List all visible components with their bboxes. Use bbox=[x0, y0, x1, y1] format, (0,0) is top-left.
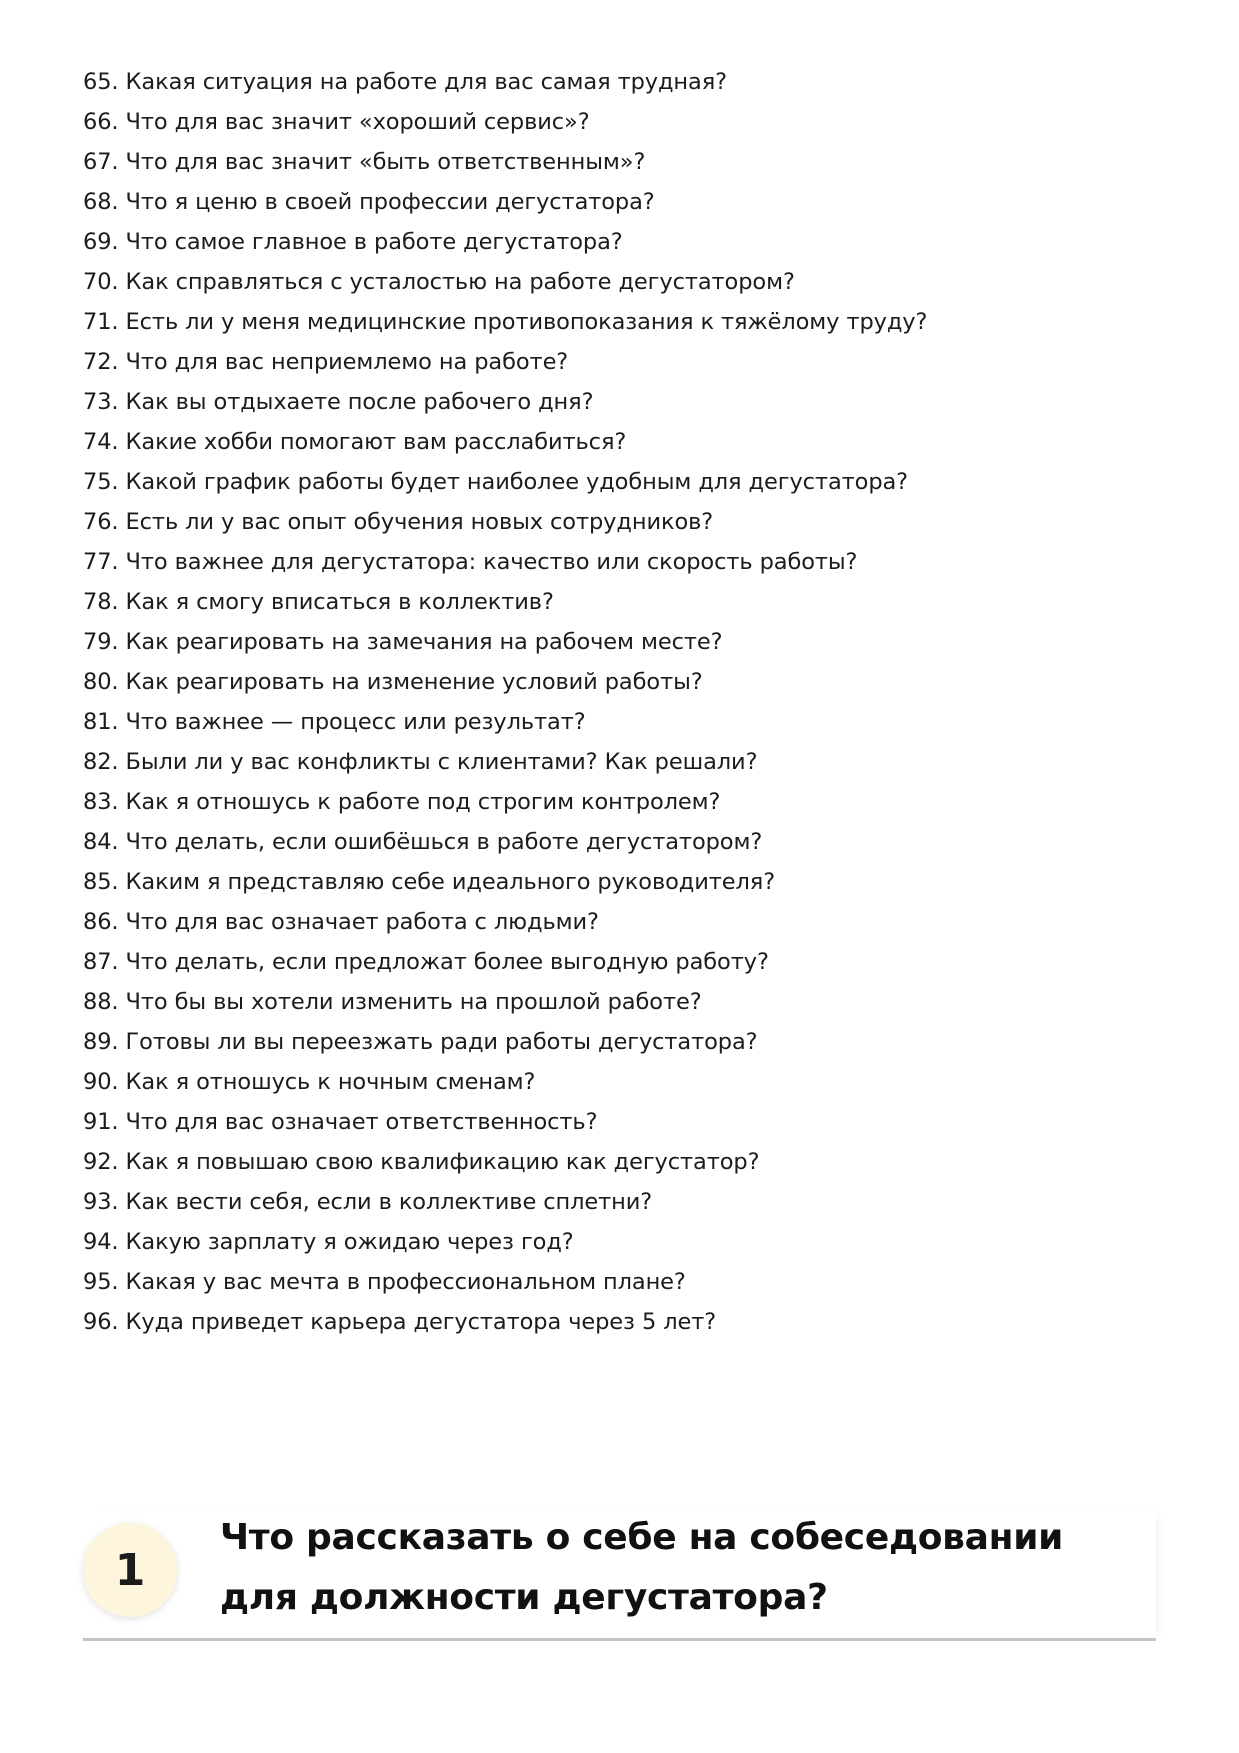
question-text: Что важнее для дегустатора: качество или скорость работы? bbox=[125, 549, 858, 575]
list-item bbox=[83, 862, 927, 902]
question-text: Что для вас означает работа с людьми? bbox=[125, 909, 599, 935]
list-item bbox=[83, 1262, 927, 1302]
question-text: Есть ли у вас опыт обучения новых сотрудников? bbox=[125, 509, 714, 535]
question-number: 87. bbox=[83, 949, 119, 975]
question-number: 72. bbox=[83, 349, 119, 375]
question-number: 82. bbox=[83, 749, 119, 775]
question-number: 78. bbox=[83, 589, 119, 615]
question-number: 65. bbox=[83, 69, 119, 95]
list-item bbox=[83, 102, 927, 142]
list-item bbox=[83, 62, 927, 102]
question-text: Как я отношусь к работе под строгим контролем? bbox=[125, 789, 721, 815]
question-text: Что для вас значит «быть ответственным»? bbox=[125, 149, 646, 175]
question-number: 70. bbox=[83, 269, 119, 295]
list-item bbox=[83, 1182, 927, 1222]
list-item bbox=[83, 222, 927, 262]
list-item bbox=[83, 422, 927, 462]
question-number: 93. bbox=[83, 1189, 119, 1215]
list-item bbox=[83, 702, 927, 742]
question-number: 81. bbox=[83, 709, 119, 735]
question-text: Как реагировать на изменение условий работы? bbox=[125, 669, 703, 695]
question-text: Что делать, если предложат более выгодную работу? bbox=[125, 949, 769, 975]
question-text: Что для вас значит «хороший сервис»? bbox=[125, 109, 590, 135]
question-number: 96. bbox=[83, 1309, 119, 1335]
question-number: 68. bbox=[83, 189, 119, 215]
section-header bbox=[83, 1508, 1156, 1641]
question-number: 86. bbox=[83, 909, 119, 935]
list-item bbox=[83, 1022, 927, 1062]
question-number: 74. bbox=[83, 429, 119, 455]
question-number: 71. bbox=[83, 309, 119, 335]
question-number: 73. bbox=[83, 389, 119, 415]
question-number: 83. bbox=[83, 789, 119, 815]
list-item bbox=[83, 942, 927, 982]
question-number: 91. bbox=[83, 1109, 119, 1135]
question-text: Что самое главное в работе дегустатора? bbox=[125, 229, 623, 255]
question-number: 84. bbox=[83, 829, 119, 855]
list-item bbox=[83, 742, 927, 782]
question-text: Что бы вы хотели изменить на прошлой работе? bbox=[125, 989, 702, 1015]
list-item bbox=[83, 1062, 927, 1102]
list-item bbox=[83, 382, 927, 422]
question-number: 75. bbox=[83, 469, 119, 495]
list-item bbox=[83, 542, 927, 582]
question-text: Какую зарплату я ожидаю через год? bbox=[125, 1229, 574, 1255]
question-text: Что для вас означает ответственность? bbox=[125, 1109, 598, 1135]
question-number: 69. bbox=[83, 229, 119, 255]
question-number: 89. bbox=[83, 1029, 119, 1055]
question-number: 76. bbox=[83, 509, 119, 535]
list-item bbox=[83, 502, 927, 542]
list-item bbox=[83, 142, 927, 182]
question-text: Как вести себя, если в коллективе сплетни? bbox=[125, 1189, 653, 1215]
question-number: 80. bbox=[83, 669, 119, 695]
list-item bbox=[83, 182, 927, 222]
question-number: 90. bbox=[83, 1069, 119, 1095]
question-text: Каким я представляю себе идеального руководителя? bbox=[125, 869, 776, 895]
list-item bbox=[83, 982, 927, 1022]
question-number: 92. bbox=[83, 1149, 119, 1175]
list-item bbox=[83, 662, 927, 702]
question-text: Куда приведет карьера дегустатора через 5 лет? bbox=[125, 1309, 717, 1335]
list-item bbox=[83, 302, 927, 342]
question-text: Как я смогу вписаться в коллектив? bbox=[125, 589, 554, 615]
list-item bbox=[83, 1102, 927, 1142]
list-item bbox=[83, 1302, 927, 1342]
question-text: Какие хобби помогают вам расслабиться? bbox=[125, 429, 627, 455]
question-text: Как справляться с усталостью на работе дегустатором? bbox=[125, 269, 795, 295]
question-text: Что делать, если ошибёшься в работе дегустатором? bbox=[125, 829, 763, 855]
question-number: 85. bbox=[83, 869, 119, 895]
question-number: 88. bbox=[83, 989, 119, 1015]
question-text: Были ли у вас конфликты с клиентами? Как решали? bbox=[125, 749, 758, 775]
question-text: Как я отношусь к ночным сменам? bbox=[125, 1069, 536, 1095]
list-item bbox=[83, 902, 927, 942]
list-item bbox=[83, 1222, 927, 1262]
list-item bbox=[83, 622, 927, 662]
section-number-badge: 1 bbox=[83, 1523, 177, 1617]
list-item bbox=[83, 342, 927, 382]
question-number: 79. bbox=[83, 629, 119, 655]
list-item bbox=[83, 462, 927, 502]
question-text: Что я ценю в своей профессии дегустатора? bbox=[125, 189, 655, 215]
question-text: Какая ситуация на работе для вас самая трудная? bbox=[125, 69, 728, 95]
question-text: Готовы ли вы переезжать ради работы дегустатора? bbox=[125, 1029, 758, 1055]
question-text: Как реагировать на замечания на рабочем месте? bbox=[125, 629, 723, 655]
question-text: Есть ли у меня медицинские противопоказания к тяжёлому труду? bbox=[125, 309, 928, 335]
list-item bbox=[83, 822, 927, 862]
section-title: Что рассказать о себе на собеседовании для должности дегустатора? bbox=[220, 1517, 1064, 1618]
question-number: 67. bbox=[83, 149, 119, 175]
list-item bbox=[83, 262, 927, 302]
question-text: Что важнее — процесс или результат? bbox=[125, 709, 586, 735]
question-text: Как вы отдыхаете после рабочего дня? bbox=[125, 389, 594, 415]
question-text: Какая у вас мечта в профессиональном плане? bbox=[125, 1269, 686, 1295]
question-number: 95. bbox=[83, 1269, 119, 1295]
question-number: 66. bbox=[83, 109, 119, 135]
question-text: Какой график работы будет наиболее удобным для дегустатора? bbox=[125, 469, 909, 495]
question-list bbox=[83, 62, 927, 1342]
list-item bbox=[83, 582, 927, 622]
question-text: Как я повышаю свою квалификацию как дегустатор? bbox=[125, 1149, 760, 1175]
list-item bbox=[83, 1142, 927, 1182]
question-text: Что для вас неприемлемо на работе? bbox=[125, 349, 569, 375]
question-number: 77. bbox=[83, 549, 119, 575]
question-number: 94. bbox=[83, 1229, 119, 1255]
list-item bbox=[83, 782, 927, 822]
